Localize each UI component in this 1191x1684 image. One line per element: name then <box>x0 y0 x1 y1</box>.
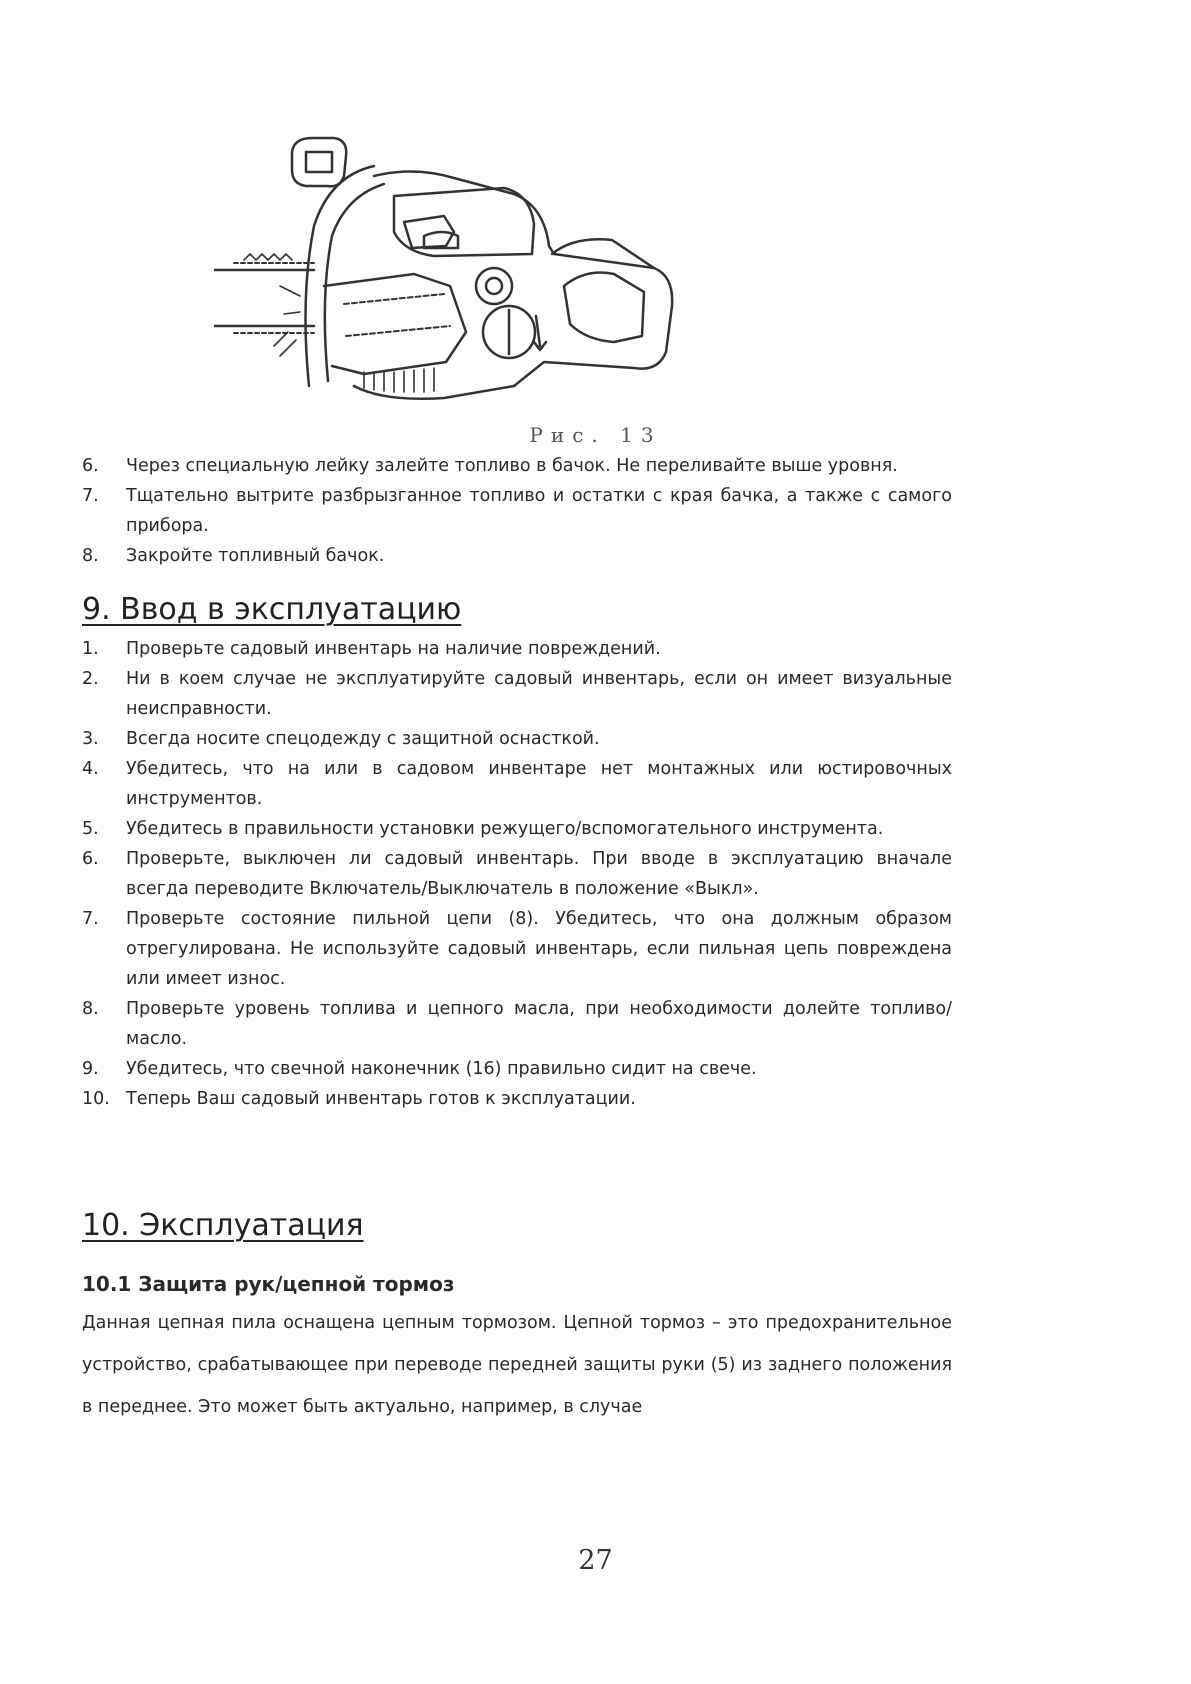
item-number: 2. <box>82 669 99 689</box>
item-number: 6. <box>82 456 99 476</box>
list-item <box>82 541 952 571</box>
item-number: 1. <box>82 639 99 659</box>
item-text: Тщательно вытрите разбрызганное топливо и остатки с края бачка, а также с самого прибора. <box>126 486 952 536</box>
item-text: Теперь Ваш садовый инвентарь готов к эксплуатации. <box>126 1089 636 1109</box>
list-item <box>82 1084 952 1114</box>
item-number: 7. <box>82 486 99 506</box>
item-number: 4. <box>82 759 99 779</box>
figure-caption: Рис. 13 <box>529 423 662 447</box>
section-10-heading: 10. Эксплуатация <box>82 1208 364 1243</box>
list-item <box>82 994 952 1054</box>
list-item <box>82 664 952 724</box>
list-item <box>82 1054 952 1084</box>
chain-brake-paragraph: Данная цепная пила оснащена цепным тормозом. Цепной тормоз – это предохранительное устройство, срабатывающее при переводе передней защиты руки (5) из заднего положения в переднее. Это может быть актуально, например, в случае <box>82 1313 952 1417</box>
item-number: 10. <box>82 1089 110 1109</box>
item-number: 6. <box>82 849 99 869</box>
list-item <box>82 451 952 481</box>
item-text: Проверьте садовый инвентарь на наличие повреждений. <box>126 639 661 659</box>
section-9-heading: 9. Ввод в эксплуатацию <box>82 592 462 627</box>
item-text: Проверьте состояние пильной цепи (8). Убедитесь, что она должным образом отрегулирована. Не используйте садовый инвентарь, если пильная цепь повреждена или имеет износ. <box>126 909 952 989</box>
item-number: 8. <box>82 546 99 566</box>
item-text: Убедитесь, что свечной наконечник (16) правильно сидит на свече. <box>126 1059 757 1079</box>
page-number: 27 <box>578 1545 613 1576</box>
item-text: Убедитесь, что на или в садовом инвентаре нет монтажных или юстировочных инструментов. <box>126 759 952 809</box>
subsection-10-1-heading: 10.1 Защита рук/цепной тормоз <box>82 1272 455 1296</box>
list-item <box>82 724 952 754</box>
list-item <box>82 634 952 664</box>
commissioning-steps-list <box>82 634 952 1114</box>
list-item <box>82 904 952 994</box>
item-number: 5. <box>82 819 99 839</box>
item-text: Закройте топливный бачок. <box>126 546 385 566</box>
list-item <box>82 481 952 541</box>
list-item <box>82 754 952 814</box>
item-number: 8. <box>82 999 99 1019</box>
fueling-steps-list <box>82 451 952 571</box>
chainsaw-illustration <box>214 136 734 428</box>
item-number: 3. <box>82 729 99 749</box>
item-text: Убедитесь в правильности установки режущего/вспомогательного инструмента. <box>126 819 884 839</box>
list-item <box>82 814 952 844</box>
item-text: Всегда носите спецодежду с защитной оснасткой. <box>126 729 600 749</box>
item-text: Ни в коем случае не эксплуатируйте садовый инвентарь, если он имеет визуальные неисправности. <box>126 669 952 719</box>
item-text: Проверьте, выключен ли садовый инвентарь. При вводе в эксплуатацию вначале всегда переводите Включатель/Выключатель в положение «Выкл». <box>126 849 952 899</box>
list-item <box>82 844 952 904</box>
item-text: Через специальную лейку залейте топливо в бачок. Не переливайте выше уровня. <box>126 456 898 476</box>
item-text: Проверьте уровень топлива и цепного масла, при необходимости долейте топливо/масло. <box>126 999 952 1049</box>
item-number: 7. <box>82 909 99 929</box>
item-number: 9. <box>82 1059 99 1079</box>
